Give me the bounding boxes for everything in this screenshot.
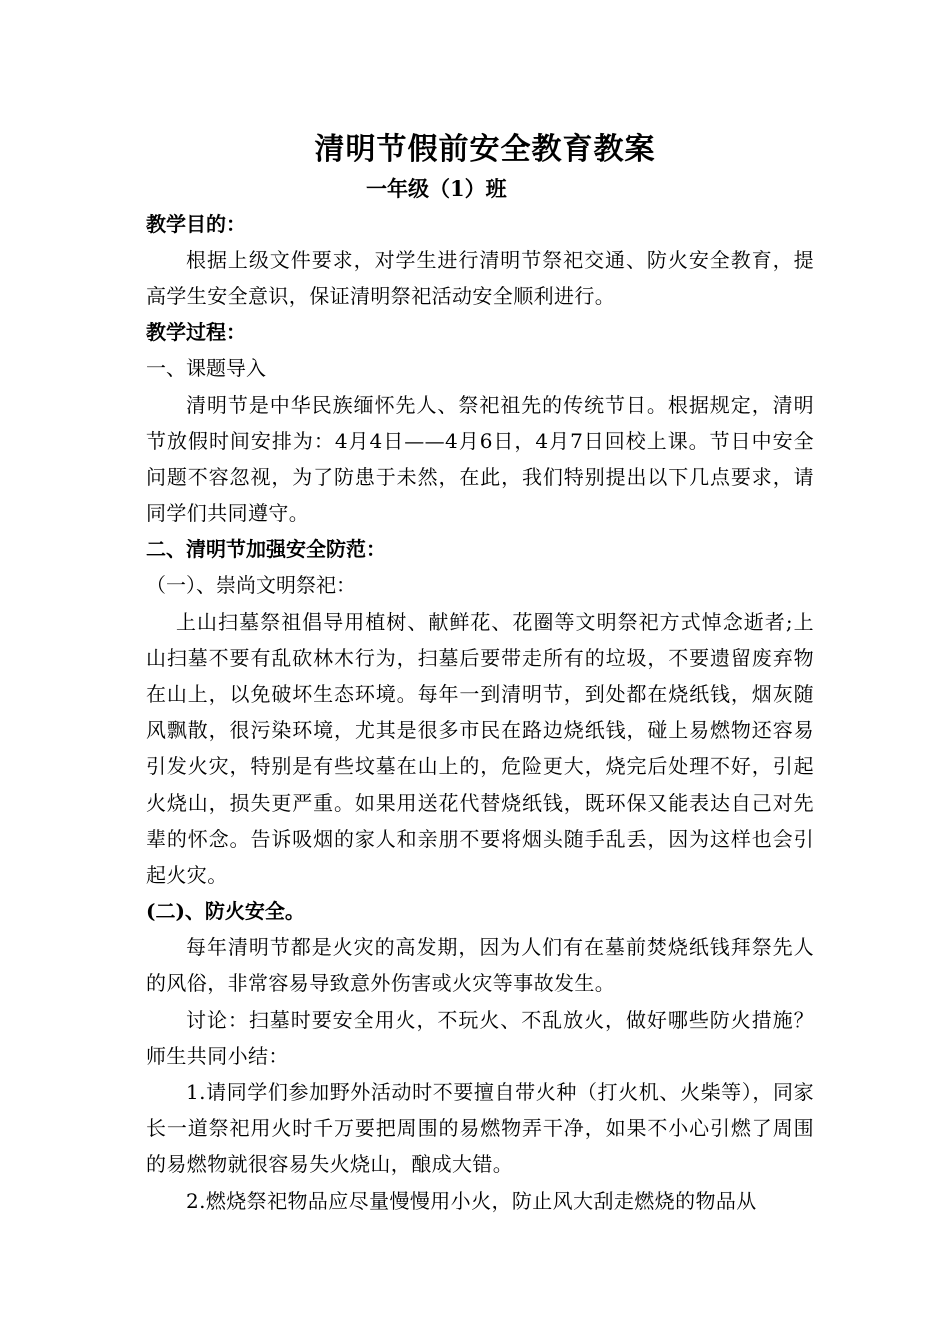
document-page xyxy=(146,128,814,1219)
objective-paragraph: 根据上级文件要求，对学生进行清明节祭祀交通、防火安全教育，提高学生安全意识，保证清明祭祀活动安全顺利进行。 xyxy=(146,248,814,309)
list-item-1: 1.请同学们参加野外活动时不要擅自带火种（打火机、火柴等），同家长一道祭祀用火时千万要把周围的易燃物弄干净，如果不小心引燃了周围的易燃物就很容易失火烧山，酿成大错。 xyxy=(146,1080,814,1177)
document-title: 清明节假前安全教育教案 xyxy=(314,132,656,167)
objective-heading: 教学目的： xyxy=(146,212,246,236)
subsection-2-paragraph: 每年清明节都是火灾的高发期，因为人们有在墓前焚烧纸钱拜祭先人的风俗，非常容易导致意外伤害或火灾等事故发生。 xyxy=(146,935,814,996)
list-item-2: 2.燃烧祭祀物品应尽量慢慢用小火，防止风大刮走燃烧的物品从 xyxy=(186,1188,757,1213)
section-1-paragraph: 清明节是中华民族缅怀先人、祭祀祖先的传统节日。根据规定，清明节放假时间安排为：4月4日——4月6日，4月7日回校上课。节日中安全问题不容忽视，为了防患于未然，在此，我们特别提出以下几点要求，请同学们共同遵守。 xyxy=(146,392,814,526)
subsection-2-heading: (二)、防火安全。 xyxy=(146,899,305,924)
process-heading: 教学过程： xyxy=(146,320,246,345)
subsection-1-paragraph: 上山扫墓祭祖倡导用植树、献鲜花、花圈等文明祭祀方式悼念逝者;上山扫墓不要有乱砍林木行为，扫墓后要带走所有的垃圾，不要遗留废弃物在山上，以免破坏生态环境。每年一到清明节，到处都在烧纸钱，烟灰随风飘散，很污染环境，尤其是很多市民在路边烧纸钱，碰上易燃物还容易引发火灾，特别是有些坟墓在山上的，危险更大，烧完后处理不好，引起火烧山，损失更严重。如果用送花代替烧纸钱，既环保又能表达自己对先辈的怀念。告诉吸烟的家人和亲朋不要将烟头随手乱丢，因为这样也会引起火灾。 xyxy=(146,609,814,888)
discussion-paragraph: 讨论：扫墓时要安全用火，不玩火、不乱放火，做好哪些防火措施？师生共同小结： xyxy=(146,1007,814,1068)
class-name: 一年级（1）班 xyxy=(366,176,507,201)
section-1-heading: 一、课题导入 xyxy=(146,356,266,381)
subsection-1-heading: （一）、崇尚文明祭祀： xyxy=(146,573,356,598)
section-2-heading: 二、清明节加强安全防范： xyxy=(146,537,386,562)
